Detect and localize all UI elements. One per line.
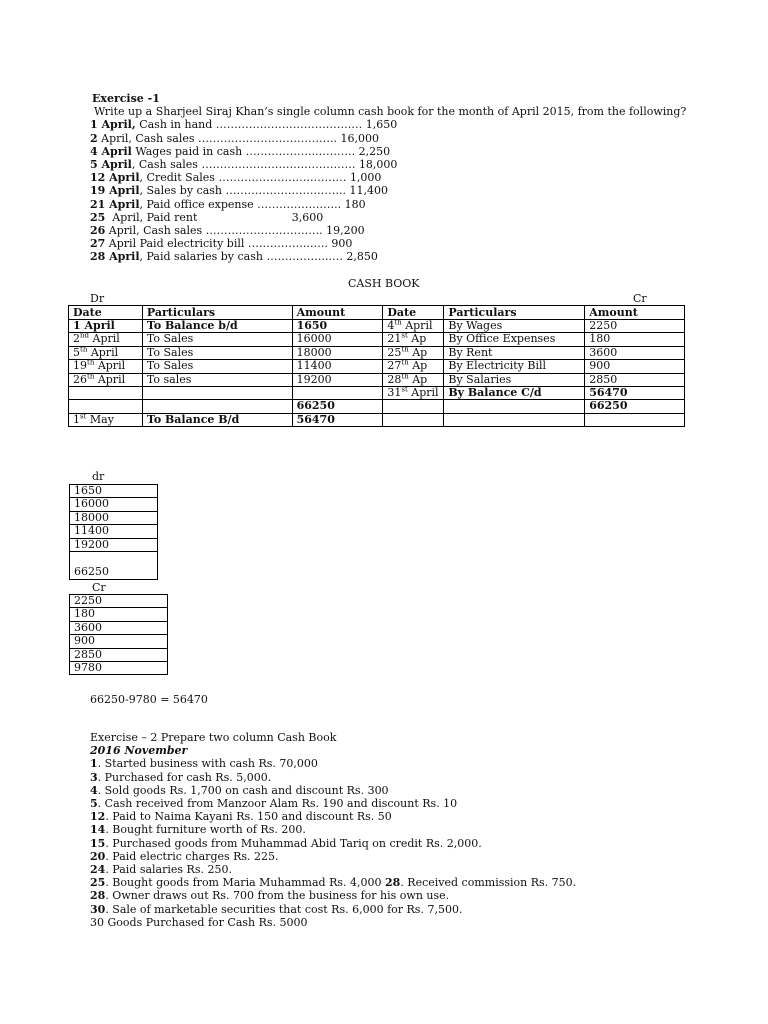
balance-calculation: 66250-9780 = 56470	[90, 693, 208, 706]
mini-debit-table	[69, 484, 158, 580]
table-row	[69, 413, 685, 426]
amount-cell: 56470	[585, 387, 685, 400]
amount-cell: 18000	[292, 346, 383, 359]
particulars-cell: To Sales	[142, 360, 292, 373]
date-cell	[383, 413, 444, 426]
exercise-2-item: 30. Sale of marketable securities that cost Rs. 6,000 for Rs. 7,500.	[90, 902, 463, 916]
date-cell: 2nd April	[69, 333, 143, 346]
date-cell: 25th Ap	[383, 346, 444, 359]
exercise-1-item: 1 April, Cash in hand ……………………………….… 1,650	[90, 118, 398, 132]
particulars-cell: To Balance B/d	[142, 413, 292, 426]
date-cell: 1 April	[69, 320, 143, 333]
exercise-1-intro: Write up a Sharjeel Siraj Khan’s single column cash book for the month of April 2015, from the following?	[94, 105, 687, 119]
exercise-1-item: 28 April, Paid salaries by cash ……………...… 2,850	[90, 250, 378, 264]
exercise-2-item: 5. Cash received from Manzoor Alam Rs. 190 and discount Rs. 10	[90, 797, 458, 811]
debit-label: Dr	[90, 292, 105, 305]
particulars-cell	[142, 400, 292, 413]
exercise-2-item: 1. Started business with cash Rs. 70,000	[90, 757, 318, 771]
amount-cell: 16000	[292, 333, 383, 346]
exercise-2-item: 28. Owner draws out Rs. 700 from the business for his own use.	[90, 889, 450, 903]
column-header: Particulars	[142, 306, 292, 320]
value-cell: 16000	[70, 498, 158, 511]
column-header: Amount	[585, 306, 685, 320]
exercise-2-item: 14. Bought furniture worth of Rs. 200.	[90, 823, 306, 837]
date-cell: 21st Ap	[383, 333, 444, 346]
total-cell: 66250	[70, 552, 158, 580]
column-header: Date	[69, 306, 143, 320]
exercise-2	[90, 731, 730, 929]
amount-cell: 900	[585, 360, 685, 373]
table-row	[69, 320, 685, 333]
particulars-cell	[444, 413, 585, 426]
exercise-1-title: Exercise -1	[92, 92, 160, 105]
particulars-cell: By Salaries	[444, 373, 585, 386]
particulars-cell: By Rent	[444, 346, 585, 359]
table-row	[69, 333, 685, 346]
value-cell: 2850	[70, 648, 168, 661]
exercise-1-item: 27 April Paid electricity bill ……………..….. 900	[90, 237, 353, 251]
date-cell	[383, 400, 444, 413]
date-cell: 26th April	[69, 373, 143, 386]
date-cell: 19th April	[69, 360, 143, 373]
exercise-1-item: 4 April Wages paid in cash ………………..………. 2,250	[90, 144, 391, 158]
exercise-1	[90, 92, 690, 264]
exercise-1-item: 21 April, Paid office expense ………………….. 180	[90, 197, 366, 211]
column-header: Date	[383, 306, 444, 320]
mini-credit-label: Cr	[92, 581, 106, 594]
exercise-2-period: 2016 November	[90, 744, 188, 758]
date-cell	[69, 387, 143, 400]
amount-cell: 3600	[585, 346, 685, 359]
cash-book-table	[68, 305, 685, 427]
value-cell: 9780	[70, 662, 168, 675]
exercise-1-item: 12 April, Credit Sales ……………………..……… 1,000	[90, 171, 382, 185]
total-cell: 66250	[292, 400, 383, 413]
value-cell: 19200	[70, 538, 158, 551]
table-row	[69, 373, 685, 386]
exercise-1-item: 19 April, Sales by cash …………………….…….. 11,400	[90, 184, 388, 198]
credit-label: Cr	[633, 292, 647, 305]
exercise-2-item: 24. Paid salaries Rs. 250.	[90, 863, 232, 877]
particulars-cell	[444, 400, 585, 413]
table-header-row	[69, 306, 685, 320]
exercise-2-item: 12. Paid to Naima Kayani Rs. 150 and discount Rs. 50	[90, 810, 392, 824]
amount-cell: 56470	[292, 413, 383, 426]
value-cell: 11400	[70, 525, 158, 538]
amount-cell: 19200	[292, 373, 383, 386]
exercise-1-item: 5 April, Cash sales …………………………………… 18,000	[90, 158, 398, 172]
exercise-1-item: 26 April, Cash sales ………………………….. 19,200	[90, 224, 365, 238]
table-row	[69, 346, 685, 359]
column-header: Amount	[292, 306, 383, 320]
table-row	[69, 387, 685, 400]
date-cell: 28th Ap	[383, 373, 444, 386]
table-row	[69, 400, 685, 413]
date-cell: 31st April	[383, 387, 444, 400]
exercise-1-item: 25 April, Paid rent 3,600	[90, 210, 324, 224]
date-cell: 27th Ap	[383, 360, 444, 373]
amount-cell: 2850	[585, 373, 685, 386]
amount-cell	[585, 413, 685, 426]
value-cell: 180	[70, 608, 168, 621]
particulars-cell: To Sales	[142, 346, 292, 359]
mini-credit-table	[69, 594, 168, 675]
exercise-1-item: 2 April, Cash sales ……………………………….. 16,000	[90, 131, 379, 145]
value-cell: 1650	[70, 485, 158, 498]
total-cell: 66250	[585, 400, 685, 413]
exercise-2-item: 15. Purchased goods from Muhammad Abid Tariq on credit Rs. 2,000.	[90, 836, 482, 850]
exercise-2-item: 30 Goods Purchased for Cash Rs. 5000	[90, 915, 308, 929]
amount-cell: 180	[585, 333, 685, 346]
exercise-2-item: 4. Sold goods Rs. 1,700 on cash and discount Rs. 300	[90, 783, 389, 797]
amount-cell: 2250	[585, 320, 685, 333]
date-cell: 5th April	[69, 346, 143, 359]
value-cell: 2250	[70, 595, 168, 608]
cash-book-title: CASH BOOK	[348, 277, 420, 290]
mini-debit-label: dr	[92, 470, 105, 483]
exercise-2-item: 3. Purchased for cash Rs. 5,000.	[90, 770, 272, 784]
exercise-2-item: 20. Paid electric charges Rs. 225.	[90, 849, 279, 863]
date-cell: 1st May	[69, 413, 143, 426]
particulars-cell: To sales	[142, 373, 292, 386]
date-cell: 4th April	[383, 320, 444, 333]
particulars-cell: By Office Expenses	[444, 333, 585, 346]
amount-cell	[292, 387, 383, 400]
column-header: Particulars	[444, 306, 585, 320]
particulars-cell: By Balance C/d	[444, 387, 585, 400]
particulars-cell: By Wages	[444, 320, 585, 333]
table-row	[69, 360, 685, 373]
particulars-cell: To Sales	[142, 333, 292, 346]
exercise-2-title: Exercise – 2 Prepare two column Cash Book	[90, 731, 337, 744]
value-cell: 18000	[70, 511, 158, 524]
value-cell: 3600	[70, 621, 168, 634]
value-cell: 900	[70, 635, 168, 648]
particulars-cell	[142, 387, 292, 400]
amount-cell: 11400	[292, 360, 383, 373]
particulars-cell: To Balance b/d	[142, 320, 292, 333]
exercise-2-item: 25. Bought goods from Maria Muhammad Rs. 4,000 28. Received commission Rs. 750.	[90, 876, 577, 890]
particulars-cell: By Electricity Bill	[444, 360, 585, 373]
amount-cell: 1650	[292, 320, 383, 333]
